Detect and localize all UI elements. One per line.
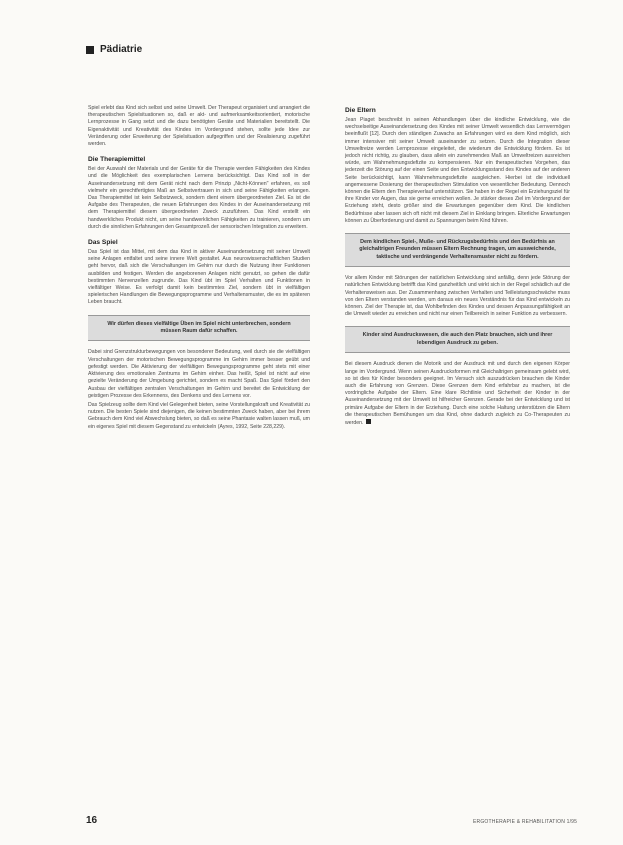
paragraph-ausdruck <box>345 361 570 427</box>
section-header <box>86 44 142 55</box>
paragraph-stoerungen: Vor allem Kinder mit Störungen der natürlichen Entwicklung sind anfällig, denn jede Störung der natürlichen Entwicklung betrifft das Kind ganzheitlich und wirkt sich in der Regel schädlich auf die Verhaltensweisen aus. Der Zusammenhang zwischen Verhalten und Teilleistungsschwäche muss von den Eltern verstanden werden, um daraus ein neues Verständnis für das Kind entwickeln zu können. Ziel der Therapie ist, das Wohlbefinden des Kindes und dessen Anpassungsfähigkeit an die Umwelt wieder zu erreichen und nicht nur einen Teilbereich in seiner Funktion zu verbessern. <box>345 275 570 318</box>
paragraph-eltern: Jean Piaget beschreibt in seinen Abhandlungen über die kindliche Entwicklung, wie die wechselseitige Auseinandersetzung des Kindes mit seiner Umwelt wesentlich das Lernvermögen beeinflußt [12]. Durch den ständigen Zuwachs an Erfahrungen wird es dem Kind möglich, sich immer intensiver mit seiner Umwelt auseinander zu setzen. Durch die Integration dieser Umweltreize werden Lernprozesse eingeleitet, die wiederum die Entwicklung fördern. Es ist jedoch nicht richtig, zu glauben, dass allein ein zunehmendes Maß an Umweltreizen ausreichen würde, um Wahrnehmungsdefizite zu kompensieren. Nur ein therapeutisches Vorgehen, das jederzeit die Störung auf der einen Seite und den Entwicklungsstand des Kindes auf der anderen Seite berücksichtigt, kann Wahrnehmungsdefizite ausgleichen. Hierbei ist die individuell angemessene Dosierung der therapeutischen Stimulation von wesentlicher Bedeutung. Dennoch können die Eltern den Therapieverlauf unterstützen. Sie haben in der Regel ein Erziehungsziel für ihre Kinder vor Augen, das sie gerne erreichen wollen. Je stärker dieses Ziel im Vordergrund der Erziehung steht, desto größer sind die Erwartungen gegenüber dem Kind. Die kindlichen Bedürfnisse aber lassen sich oft nicht mit diesem Ziel in Einklang bringen. Elterliche Erwartungen können zu Überforderung und damit zu Spannungen beim Kind führen. <box>345 117 570 224</box>
left-column <box>88 105 310 433</box>
paragraph-after-quote: Dabei sind Grenzstrukturbewegungen von besonderer Bedeutung, weil durch sie die vielfältigen Verschaltungen der motorischen Bewegungsprogramme im Gehirn immer besser geübt und gefestigt werden. Die Aktivierung der vielfältigen Bewegungsprogramme geht stets mit einer Aktivierung des emotionalen Zentrums im Gehirn einher. Das heißt, Spiel ist nicht auf eine gezielte Veränderung der Umgebung gerichtet, sondern es macht Spaß. Das Spiel fördert den Ausbau der vielfältigen zentralen Verschaltungen im Gehirn und bereitet die Entwicklung der geistigen Prozesse des Erkennens, des Denkens und des Lernens vor. <box>88 349 310 399</box>
section-title: Pädiatrie <box>100 44 143 55</box>
heading-therapiemittel: Die Therapiemittel <box>88 156 146 164</box>
intro-paragraph: Spiel erlebt das Kind sich selbst und seine Umwelt. Der Therapeut organisiert und arrangiert die therapeutischen Spielsituationen so, daß er akt- und aufmerksamkeitsorientiert, motorische Lernprozesse in Gang setzt und die dazu benötigten Geräte und Materialien bereitstellt. Die Eigenaktivität und Kreativität des Kindes im Vordergrund stehen, sollte jede Idee zur Veränderung oder Erweiterung der Spielsituation aufgegriffen und der Realisierung zugeführt werden. <box>88 105 310 148</box>
square-bullet-icon <box>86 46 94 54</box>
page-number: 16 <box>86 815 98 826</box>
pull-quote-beduerfnis: Dem kindlichen Spiel-, Muße- und Rückzugsbedürfnis und den Bedürfnis an gleichaltrigen Freunden müssen Eltern Rechnung tragen, um ausweichende, taktische und verdrängende Verhaltensmuster nicht zu fördern. <box>345 233 570 267</box>
journal-footer: ERGOTHERAPIE & REHABILITATION 1/95 <box>473 819 578 825</box>
paragraph-spielzeug: Das Spielzeug sollte dem Kind viel Gelegenheit bieten, seine Vorstellungskraft und Kreativität zu nutzen. Die besten Spiele sind diejenigen, die keinen bestimmten Zweck haben, aber bei ihrem Gebrauch dem Kind viel Abwechslung bieten, so daß es seine Phantasie walten lassen muß, um ein eigenes Spiel mit diesem Gegenstand zu entwickeln (Ayres, 1992, Seite 228,229). <box>88 401 310 430</box>
paragraph-spiel: Das Spiel ist das Mittel, mit dem das Kind in aktiver Auseinandersetzung mit seiner Umwelt seine Anlagen entfaltet und seine innere Welt gestaltet. Aus neurowissenschaftlichen Studien geht hervor, daß sich die Verschaltungen im Gehirn nur durch die Nutzung ihrer Funktionen ausbilden und festigen. Werden die angeborenen Anlagen nicht genutzt, so gehen die dafür bestimmten Nervenzellen zugrunde. Das Kind übt im Spiel Verhalten und Funktionen in vielfältiger Weise. Es verfolgt damit kein bestimmtes Ziel, sondern übt in vielfältigen spielerischen Handlungen die Bewegungsprogramme und Verhaltensmuster, die es im späteren Leben braucht. <box>88 249 310 306</box>
heading-eltern: Die Eltern <box>345 107 376 114</box>
heading-spiel: Das Spiel <box>88 239 118 247</box>
pull-quote-spiel: Wir dürfen dieses vielfältige Üben im Spiel nicht unterbrechen, sondern müssen Raum dafür schaffen. <box>88 315 310 342</box>
paragraph-therapiemittel: Bei der Auswahl der Materials und der Geräte für die Therapie werden Fähigkeiten des Kindes und die Möglichkeit des exemplarischen Lernens berücksichtigt. Das Kind soll in der Auseinandersetzung mit dem Gerät nicht nach dem Prinzip „Nicht-Können" erfahren, es soll vielmehr ein gerechtfertigtes Maß an Selbstvertrauen in sich und seine Fähigkeiten erlangen. Das Therapiemittel ist kein Selbstzweck, sondern dient einem übergeordneten Ziel. Es ist die Aufgabe des Therapeuten, die neuen Erfahrungen des Kindes in der Auseinandersetzung mit dem Therapiemittel diesem übergeordneten Zweck zuzuführen. Das Kind erstellt ein handwerkliches Produkt nicht, um seine handwerklichen Fähigkeiten zu trainieren, sondern um durch die sinnlichen Erfahrungen den Gesamtprozeß der sensorischen Integration zu erweitern. <box>88 166 310 230</box>
paragraph-ausdruck-text: Bei diesem Ausdruck dienen die Motorik und der Ausdruck mit und durch den eigenen Körper lange im Vordergrund. Wenn seinen Ausdrucksformen mit Gleichaltrigen gemeinsam gelebt wird, so ist dies für Kinder besonders geeignet. Im Versuch sich auszudrücken brauchen die Kinder auch die Erfahrung von Grenzen. Diese Grenzen dem Kind erfahrbar zu machen, ist die vordringliche Aufgabe der Eltern. Eine klare Richtlinie und Sicherheit der Kinder in der Auseinandersetzung mit der Umwelt ist hilfreicher Grenzen. Gerade bei der Entwicklung und ist primäre Aufgabe der Eltern in der Erziehung. Durch eine solche Haltung unterstützen die Eltern die therapeutischen Bemühungen um das Kind, ohne dadurch zugleich zu Co-Therapeuten zu werden. <box>345 361 570 426</box>
right-column <box>345 107 570 429</box>
pull-quote-ausdruck: Kinder sind Ausdruckswesen, die auch den Platz brauchen, sich und ihrer lebendigen Ausdruck zu geben. <box>345 326 570 353</box>
end-mark-icon <box>366 419 371 424</box>
